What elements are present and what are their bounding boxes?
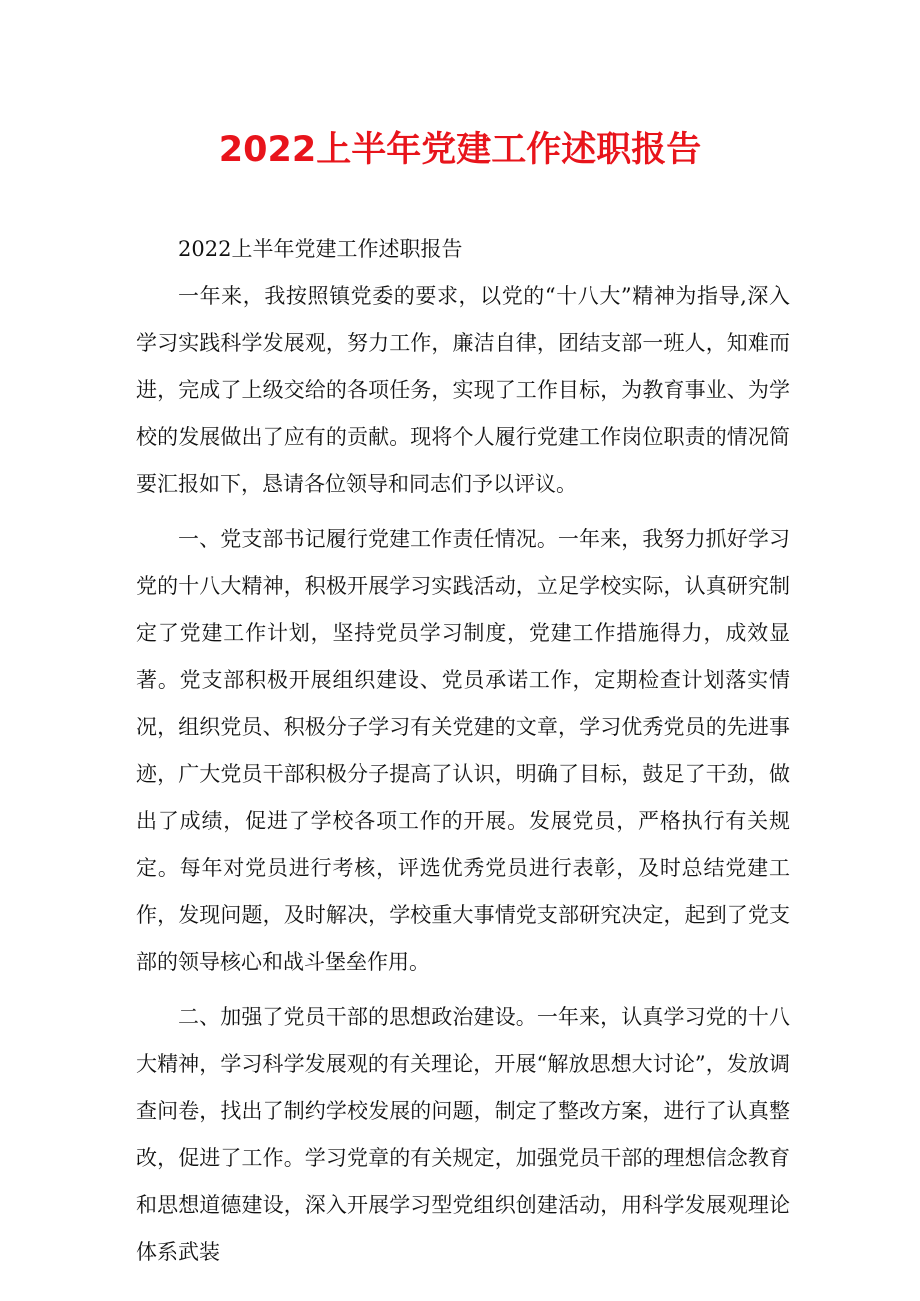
document-body <box>136 226 790 1276</box>
paragraph-section-two: 二、加强了党员干部的思想政治建设。一年来，认真学习党的十八大精神，学习科学发展观的有关理论，开展“解放思想大讨论”，发放调查问卷，找出了制约学校发展的问题，制定了整改方案，进行了认真整改，促进了工作。学习党章的有关规定，加强党员干部的理想信念教育和思想道德建设，深入开展学习型党组织创建活动，用科学发展观理论体系武装 <box>136 1005 790 1264</box>
paragraph-section-one: 一、党支部书记履行党建工作责任情况。一年来，我努力抓好学习党的十八大精神，积极开展学习实践活动，立足学校实际，认真研究制定了党建工作计划，坚持党员学习制度，党建工作措施得力，成效显著。党支部积极开展组织建设、党员承诺工作，定期检查计划落实情况，组织党员、积极分子学习有关党建的文章，学习优秀党员的先进事迹，广大党员干部积极分子提高了认识，明确了目标，鼓足了干劲，做出了成绩，促进了学校各项工作的开展。发展党员，严格执行有关规定。每年对党员进行考核，评选优秀党员进行表彰，及时总结党建工作，发现问题，及时解决，学校重大事情党支部研究决定，起到了党支部的领导核心和战斗堡垒作用。 <box>136 527 790 974</box>
document-subtitle: 2022上半年党建工作述职报告 <box>178 237 463 261</box>
paragraph-intro: 一年来，我按照镇党委的要求，以党的“十八大”精神为指导,深入学习实践科学发展观，努力工作，廉洁自律，团结支部一班人，知难而进，完成了上级交给的各项任务，实现了工作目标，为教育事业、为学校的发展做出了应有的贡献。现将个人履行党建工作岗位职责的情况简要汇报如下，恳请各位领导和同志们予以评议。 <box>136 284 790 496</box>
document-title: 2022上半年党建工作述职报告 <box>218 130 702 170</box>
